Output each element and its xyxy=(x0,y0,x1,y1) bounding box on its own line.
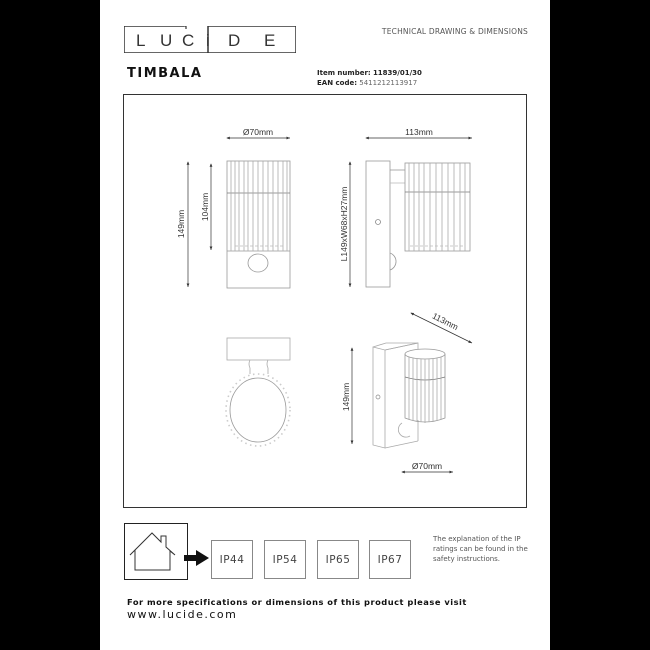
front-view xyxy=(176,127,290,288)
perspective-view xyxy=(341,311,472,472)
product-name: TIMBALA xyxy=(127,66,203,81)
logo-letter-e: E xyxy=(264,31,276,50)
ip-rating-ip44: IP44 xyxy=(211,540,253,579)
front-width-label: Ø70mm xyxy=(242,127,274,137)
website-link[interactable]: www.lucide.com xyxy=(127,608,238,621)
outdoor-house-box xyxy=(124,523,188,580)
house-outdoor-icon xyxy=(125,524,187,579)
ip-rating-ip65: IP65 xyxy=(317,540,359,579)
logo-letter-d: D xyxy=(228,31,241,50)
ean-label: EAN code: xyxy=(317,79,358,87)
ip-rating-note: The explanation of the IP ratings can be found in the safety instructions. xyxy=(433,535,528,563)
spec-sheet-page xyxy=(100,0,550,650)
ean-value: 5411212113917 xyxy=(359,79,418,87)
perspective-depth-label: 113mm xyxy=(430,310,460,333)
front-height-total-label: 149mm xyxy=(176,209,186,239)
perspective-width-label: Ø70mm xyxy=(411,461,443,471)
logo-letter-i: i xyxy=(206,31,210,50)
arrow-right-icon xyxy=(184,549,210,567)
front-height-head-label: 104mm xyxy=(200,192,210,222)
side-size-label: L149xW68xH27mm xyxy=(339,186,349,262)
logo-letter-u: U xyxy=(160,31,173,50)
item-number-value: 11839/01/30 xyxy=(372,69,422,77)
side-depth-label: 113mm xyxy=(405,127,433,137)
perspective-height-label: 149mm xyxy=(341,382,351,412)
footer-text: For more specifications or dimensions of this product please visit xyxy=(127,597,467,607)
ip-rating-ip67: IP67 xyxy=(369,540,411,579)
top-view xyxy=(226,338,290,446)
ip-rating-ip54: IP54 xyxy=(264,540,306,579)
document-type-label: TECHNICAL DRAWING & DIMENSIONS xyxy=(381,27,528,36)
item-number-label: Item number: xyxy=(317,69,371,77)
logo-letter-c: C xyxy=(182,31,195,50)
logo-letter-l: L xyxy=(136,31,146,50)
side-view xyxy=(339,127,472,287)
